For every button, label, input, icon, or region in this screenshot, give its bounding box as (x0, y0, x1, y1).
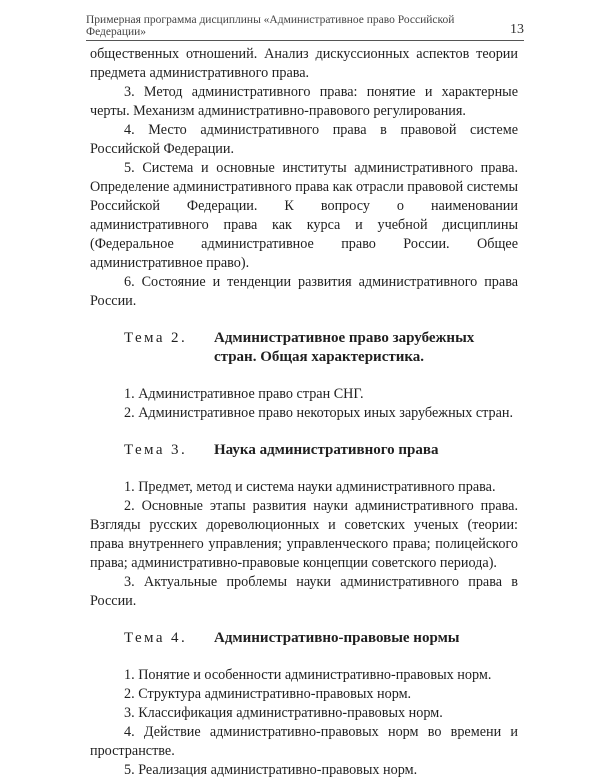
list-item: 4. Место административного права в правовой системе Российской Федерации. (90, 122, 518, 157)
topic-label: Тема 2. (124, 330, 188, 346)
page-number: 13 (510, 22, 524, 37)
list-item: 2. Структура административно-правовых норм. (124, 686, 412, 702)
topic-label: Тема 4. (124, 630, 188, 646)
list-item: 4. Действие административно-правовых норм во времени и пространстве. (90, 724, 518, 759)
list-item: 3. Классификация административно-правовых норм. (124, 705, 443, 721)
list-item: 3. Актуальные проблемы науки административного права в России. (90, 574, 518, 609)
list-item: 1. Административное право стран СНГ. (124, 386, 364, 402)
paragraph: общественных отношений. Анализ дискуссионных аспектов теории предмета административного права. (90, 46, 518, 81)
running-header (86, 8, 524, 38)
list-item: 6. Состояние и тенденции развития административного права России. (90, 274, 518, 309)
topic-title: Наука административного права (214, 442, 439, 458)
topic-heading (90, 329, 518, 367)
topic-title: Административное право зарубежных стран. Общая характеристика. (214, 330, 475, 365)
list-item: 2. Административное право некоторых иных зарубежных стран. (124, 405, 514, 421)
topic-heading (90, 629, 518, 648)
list-item: 3. Метод административного права: понятие и характерные черты. Механизм административно-правового регулирования. (90, 84, 518, 119)
list-item: 5. Реализация административно-правовых норм. (124, 762, 418, 778)
list-item: 5. Система и основные институты административного права. Определение административного права как отрасли правовой системы Российской Федерации. К вопросу о наименовании административного права как курса и учебной дисциплины (Федеральное административное право России. Общее административное право). (90, 160, 518, 271)
list-item: 1. Понятие и особенности административно-правовых норм. (124, 667, 492, 683)
header-rule (86, 40, 524, 41)
topic-label: Тема 3. (124, 442, 188, 458)
topic-title: Административно-правовые нормы (214, 630, 460, 646)
page-body (90, 45, 518, 780)
list-item: 1. Предмет, метод и система науки административного права. (124, 479, 496, 495)
topic-heading (90, 441, 518, 460)
list-item: 2. Основные этапы развития науки административного права. Взгляды русских дореволюционных и советских ученых (теории: права внутреннего управления; управленческого права; полицейского права; административно-правовые концепции советского периода). (90, 498, 518, 571)
running-title: Примерная программа дисциплины «Административное право Российской Федерации» (86, 14, 455, 38)
